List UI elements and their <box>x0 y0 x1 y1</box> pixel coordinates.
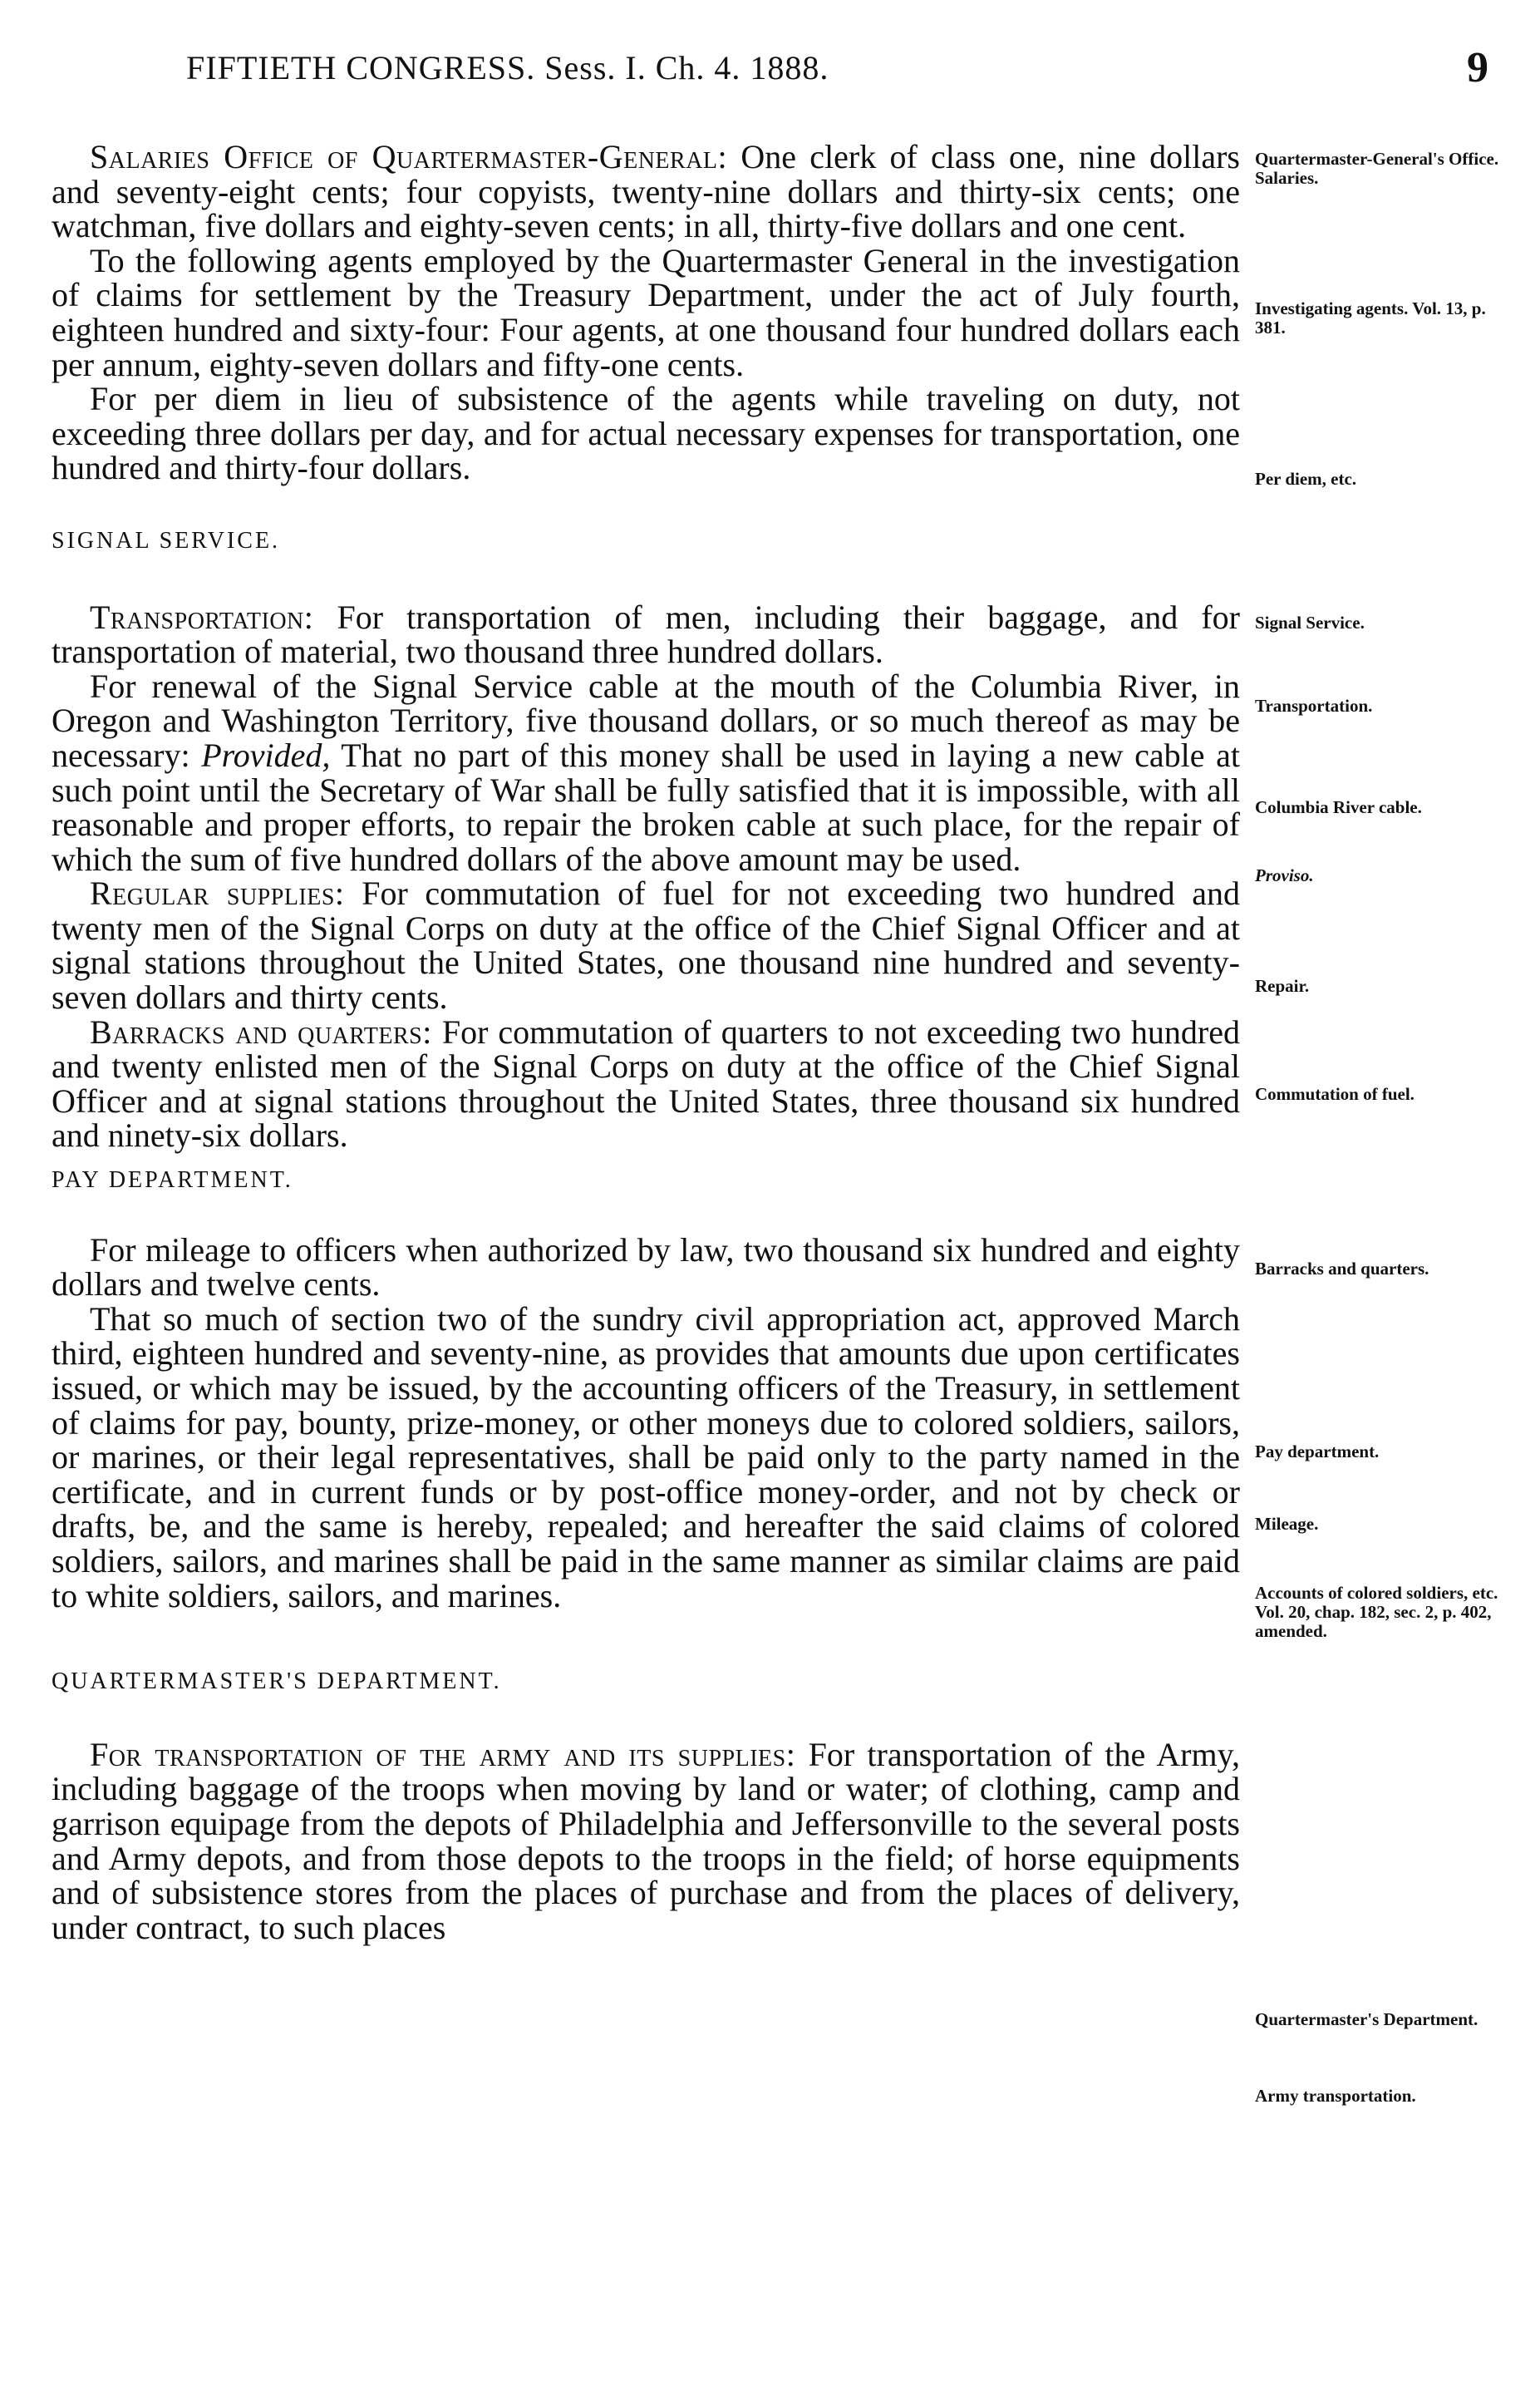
margin-note: Quartermaster-General's Office. Salaries. <box>1255 149 1499 188</box>
section-heading: SIGNAL SERVICE. <box>52 527 281 554</box>
running-head: FIFTIETH CONGRESS. Sess. I. Ch. 4. 1888. <box>186 49 829 86</box>
margin-note: Per diem, etc. <box>1255 469 1357 489</box>
margin-notes <box>1255 0 1529 2405</box>
section-heading: PAY DEPARTMENT. <box>52 1167 293 1194</box>
paragraph <box>52 382 1240 485</box>
paragraph-text: For transportation of the Army, including baggage of the troops when moving by land or water; of clothing, camp and garrison equipage from the depots of Philadelphia and Jeffersonville to the several posts and Army depots, and from those depots to the troops in the field; of horse equipments and of subsistence stores from the places of purchase and from the places of delivery, under contract, to such places <box>52 1735 1241 1946</box>
paragraph <box>52 875 1240 1017</box>
margin-note: Pay department. <box>1255 1442 1380 1461</box>
margin-note: Repair. <box>1255 976 1310 996</box>
paragraph-text: For per diem in lieu of subsistence of the agents while traveling on duty, not exceeding three dollars per day, and for actual necessary expenses for transportation, one hundred and thirty-four dollars. <box>52 380 1240 487</box>
paragraph <box>52 241 1240 383</box>
section-heading: QUARTERMASTER'S DEPARTMENT. <box>52 1668 502 1695</box>
paragraph-text: For mileage to officers when authorized by law, two thousand six hundred and eighty dollars and twelve cents. <box>52 1230 1240 1304</box>
paragraph-lead: Regular supplies: <box>90 875 345 913</box>
margin-note: Commutation of fuel. <box>1255 1084 1415 1104</box>
paragraph <box>52 1299 1240 1614</box>
paragraph-lead: Salaries Office of Quartermaster-General: <box>90 138 728 175</box>
main-text <box>52 140 1240 1944</box>
paragraph <box>52 140 1240 244</box>
paragraph-text: One clerk of class one, nine dollars and seventy-eight cents; four copyists, twenty-nine dollars and thirty-six cents; one watchman, five dollars and eighty-seven cents; in all, thirty-five dollars and one cent. <box>52 138 1240 245</box>
margin-note: Signal Service. <box>1255 613 1365 633</box>
margin-note: Columbia River cable. <box>1255 797 1422 817</box>
margin-note: Mileage. <box>1255 1514 1319 1534</box>
paragraph <box>52 1230 1240 1304</box>
paragraph-text: For transportation of men, including their baggage, and for transportation of material, two thousand three hundred dollars. <box>52 598 1240 671</box>
paragraph-lead: For transportation of the army and its supplies: <box>90 1735 796 1773</box>
margin-note: Quartermaster's Department. <box>1255 2009 1478 2029</box>
margin-note: Accounts of colored soldiers, etc. Vol. 20, chap. 182, sec. 2, p. 402, amended. <box>1255 1583 1498 1641</box>
paragraph-text: That so much of section two of the sundry civil appropriation act, approved March third, eighteen hundred and seventy-nine, as provides that amounts due upon certificates issued, or which may be issued, by the accounting officers of the Treasury, in settlement of claims for pay, bounty, prize-money, or other moneys due to colored soldiers, sailors, or marines, or their legal representatives, shall be paid only to the party named in the certificate, and in current funds or by post-office money-order, and not by check or drafts, be, and the same is hereby, repealed; and hereafter the said claims of colored soldiers, sailors, and marines shall be paid in the same manner as similar claims are paid to white soldiers, sailors, and marines. <box>52 1299 1240 1614</box>
paragraph-lead: Transportation: <box>90 598 314 636</box>
margin-note: Barracks and quarters. <box>1255 1259 1429 1279</box>
paragraph <box>52 1737 1240 1945</box>
paragraph-text: For commutation of quarters to not exceeding two hundred and twenty enlisted men of the Signal Corps on duty at the office of the Chief Signal Officer and at signal stations throughout the United States, three thousand six hundred and ninety-six dollars. <box>52 1013 1241 1155</box>
paragraph-italic: Provided, <box>201 736 331 774</box>
page-number: 9 <box>1467 44 1488 91</box>
margin-note: Proviso. <box>1255 865 1314 885</box>
paragraph-text: For commutation of fuel for not exceeding two hundred and twenty men of the Signal Corps on duty at the office of the Chief Signal Officer and at signal stations throughout the United States, one thousand nine hundred and seventy-seven dollars and thirty cents. <box>52 875 1240 1017</box>
paragraph-text: That no part of this money shall be used in laying a new cable at such point until the Secretary of War shall be fully satisfied that it is impossible, with all reasonable and proper efforts, to repair the broken cable at such place, for the repair of which the sum of five hundred dollars of the above amount may be used. <box>52 736 1240 878</box>
paragraph <box>52 669 1240 877</box>
paragraph-text: For renewal of the Signal Service cable at the mouth of the Columbia River, in Oregon and Washington Territory, five thousand dollars, or so much thereof as may be necessary: <box>52 667 1240 774</box>
margin-note: Investigating agents. Vol. 13, p. 381. <box>1255 298 1486 338</box>
margin-note: Army transportation. <box>1255 2086 1416 2106</box>
margin-note: Transportation. <box>1255 696 1373 716</box>
paragraph <box>52 1015 1240 1153</box>
paragraph-lead: Barracks and quarters: <box>90 1013 432 1051</box>
paragraph-text: To the following agents employed by the Quartermaster General in the investigation of claims for settlement by the Treasury Department, under the act of July fourth, eighteen hundred and sixty-four: Four agents, at one thousand four hundred dollars each per annum, eighty-seven dollars and fifty-one cents. <box>52 241 1240 383</box>
paragraph <box>52 600 1240 669</box>
